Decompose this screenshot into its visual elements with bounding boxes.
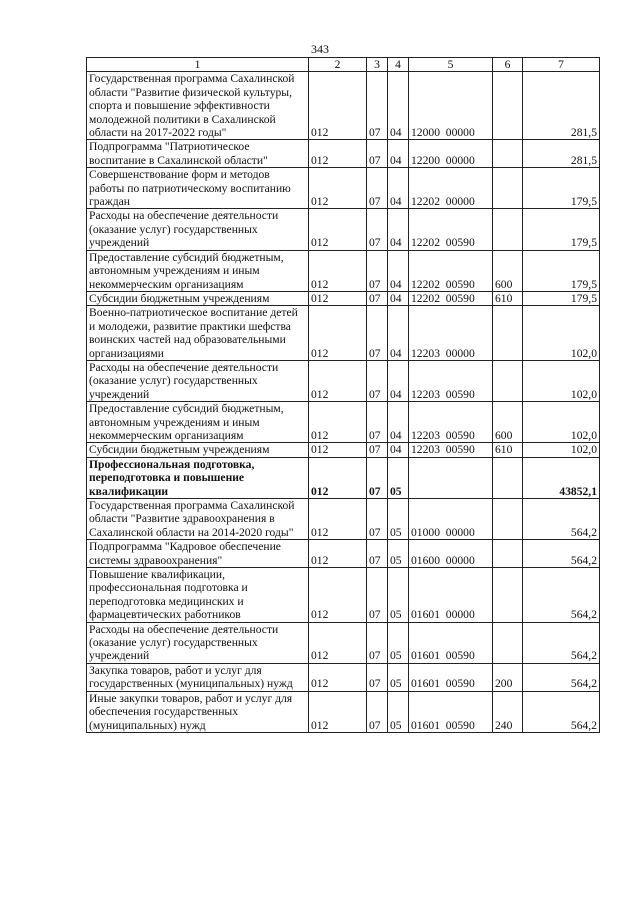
row-code-subsection: 04 [388,209,409,250]
row-amount: 281,5 [523,140,600,168]
header-col-4: 4 [388,58,409,72]
row-amount: 102,0 [523,306,600,361]
table-row [87,499,600,540]
row-code-expense-type [493,457,523,498]
row-code-section: 07 [367,622,388,663]
row-code-subsection: 04 [388,402,409,443]
row-name: Государственная программа Сахалинской области "Развитие здравоохранения в Сахалинской области на 2014-2020 годы" [87,499,309,540]
table-row [87,663,600,691]
row-name: Расходы на обеспечение деятельности (оказание услуг) государственных учреждений [87,209,309,250]
row-code-section: 07 [367,499,388,540]
row-code-section: 07 [367,402,388,443]
row-amount: 564,2 [523,568,600,623]
row-code-subsection: 04 [388,306,409,361]
row-name: Предоставление субсидий бюджетным, автономным учреждениям и иным некоммерческим организациям [87,402,309,443]
row-amount: 179,5 [523,291,600,305]
table-row [87,291,600,305]
row-name: Предоставление субсидий бюджетным, автономным учреждениям и иным некоммерческим организациям [87,250,309,291]
row-code-ministry: 012 [309,540,367,568]
row-code-subsection: 05 [388,663,409,691]
row-amount: 564,2 [523,622,600,663]
row-code-ministry: 012 [309,291,367,305]
row-name: Расходы на обеспечение деятельности (оказание услуг) государственных учреждений [87,622,309,663]
row-code-expense-type: 610 [493,291,523,305]
row-code-ministry: 012 [309,360,367,401]
row-name: Военно-патриотическое воспитание детей и молодежи, развитие практики шефства воинских частей над образовательными организациями [87,306,309,361]
row-code-subsection: 04 [388,140,409,168]
header-col-7: 7 [523,58,600,72]
row-amount: 564,2 [523,691,600,732]
table-row [87,622,600,663]
row-amount: 564,2 [523,540,600,568]
row-code-ministry: 012 [309,499,367,540]
row-code-ministry: 012 [309,250,367,291]
row-code-expense-type [493,360,523,401]
table-row [87,306,600,361]
row-code-section: 07 [367,306,388,361]
row-name: Иные закупки товаров, работ и услуг для обеспечения государственных (муниципальных) нужд [87,691,309,732]
row-code-expense-type [493,622,523,663]
page-number: 343 [311,42,329,56]
row-code-expense-type: 600 [493,402,523,443]
row-name: Субсидии бюджетным учреждениям [87,291,309,305]
row-amount: 564,2 [523,499,600,540]
row-code-target: 01601 00590 [409,622,493,663]
row-code-expense-type [493,499,523,540]
row-code-subsection: 04 [388,168,409,209]
row-code-section: 07 [367,72,388,140]
row-code-target: 12000 00000 [409,72,493,140]
row-amount: 102,0 [523,402,600,443]
row-code-subsection: 05 [388,622,409,663]
row-code-expense-type [493,568,523,623]
table-row [87,540,600,568]
row-code-expense-type [493,168,523,209]
row-code-subsection: 04 [388,291,409,305]
row-code-ministry: 012 [309,568,367,623]
row-code-ministry: 012 [309,168,367,209]
row-name: Повышение квалификации, профессиональная подготовка и переподготовка медицинских и фармацевтических работников [87,568,309,623]
row-code-subsection: 04 [388,72,409,140]
row-code-target: 01000 00000 [409,499,493,540]
row-code-ministry: 012 [309,402,367,443]
table-row [87,72,600,140]
row-code-section: 07 [367,291,388,305]
row-name: Подпрограмма "Патриотическое воспитание в Сахалинской области" [87,140,309,168]
row-code-section: 07 [367,250,388,291]
row-code-target: 12203 00590 [409,360,493,401]
row-code-section: 07 [367,568,388,623]
row-amount: 102,0 [523,443,600,457]
table-row [87,360,600,401]
row-code-section: 07 [367,209,388,250]
row-code-target: 12202 00590 [409,250,493,291]
row-amount: 179,5 [523,250,600,291]
header-col-6: 6 [493,58,523,72]
header-col-3: 3 [367,58,388,72]
row-code-ministry: 012 [309,306,367,361]
row-code-expense-type: 200 [493,663,523,691]
row-code-target: 01600 00000 [409,540,493,568]
row-code-subsection: 04 [388,360,409,401]
row-code-section: 07 [367,457,388,498]
row-amount: 179,5 [523,168,600,209]
header-row [87,58,600,72]
row-code-target: 12202 00590 [409,291,493,305]
row-code-expense-type [493,540,523,568]
row-code-expense-type [493,72,523,140]
table-row [87,443,600,457]
row-code-target: 12203 00590 [409,443,493,457]
row-code-target: 12203 00590 [409,402,493,443]
table-row [87,402,600,443]
row-name: Государственная программа Сахалинской области "Развитие физической культуры, спорта и повышение эффективности молодежной политики в Сахалинской области на 2017-2022 годы" [87,72,309,140]
row-amount: 179,5 [523,209,600,250]
row-code-section: 07 [367,540,388,568]
row-code-expense-type [493,306,523,361]
row-code-target: 01601 00000 [409,568,493,623]
row-code-target: 01601 00590 [409,691,493,732]
row-code-section: 07 [367,168,388,209]
row-code-expense-type [493,140,523,168]
row-code-section: 07 [367,663,388,691]
row-code-subsection: 05 [388,457,409,498]
row-name: Расходы на обеспечение деятельности (оказание услуг) государственных учреждений [87,360,309,401]
row-amount: 281,5 [523,72,600,140]
row-code-section: 07 [367,443,388,457]
row-code-subsection: 04 [388,250,409,291]
row-name: Профессиональная подготовка, переподготовка и повышение квалификации [87,457,309,498]
row-code-section: 07 [367,691,388,732]
table-row [87,568,600,623]
row-code-subsection: 05 [388,691,409,732]
row-code-ministry: 012 [309,72,367,140]
header-col-2: 2 [309,58,367,72]
row-amount: 102,0 [523,360,600,401]
row-code-ministry: 012 [309,443,367,457]
row-code-target: 12203 00000 [409,306,493,361]
row-code-ministry: 012 [309,691,367,732]
row-code-section: 07 [367,140,388,168]
row-code-expense-type [493,209,523,250]
row-code-ministry: 012 [309,140,367,168]
row-code-subsection: 05 [388,499,409,540]
header-col-5: 5 [409,58,493,72]
table-row [87,250,600,291]
row-name: Субсидии бюджетным учреждениям [87,443,309,457]
row-code-ministry: 012 [309,622,367,663]
row-code-target [409,457,493,498]
row-code-ministry: 012 [309,663,367,691]
row-code-target: 12202 00590 [409,209,493,250]
row-name: Совершенствование форм и методов работы по патриотическому воспитанию граждан [87,168,309,209]
row-code-subsection: 05 [388,568,409,623]
row-code-ministry: 012 [309,209,367,250]
row-code-subsection: 04 [388,443,409,457]
table-row [87,457,600,498]
row-code-target: 12200 00000 [409,140,493,168]
row-code-expense-type: 610 [493,443,523,457]
budget-table [86,57,600,733]
row-code-expense-type: 240 [493,691,523,732]
header-col-1: 1 [87,58,309,72]
table-row [87,691,600,732]
table-row [87,209,600,250]
row-code-expense-type: 600 [493,250,523,291]
row-amount: 43852,1 [523,457,600,498]
row-code-target: 12202 00000 [409,168,493,209]
row-code-target: 01601 00590 [409,663,493,691]
row-name: Закупка товаров, работ и услуг для государственных (муниципальных) нужд [87,663,309,691]
row-code-section: 07 [367,360,388,401]
row-name: Подпрограмма "Кадровое обеспечение системы здравоохранения" [87,540,309,568]
row-code-ministry: 012 [309,457,367,498]
table-row [87,140,600,168]
row-code-subsection: 05 [388,540,409,568]
table-row [87,168,600,209]
row-amount: 564,2 [523,663,600,691]
